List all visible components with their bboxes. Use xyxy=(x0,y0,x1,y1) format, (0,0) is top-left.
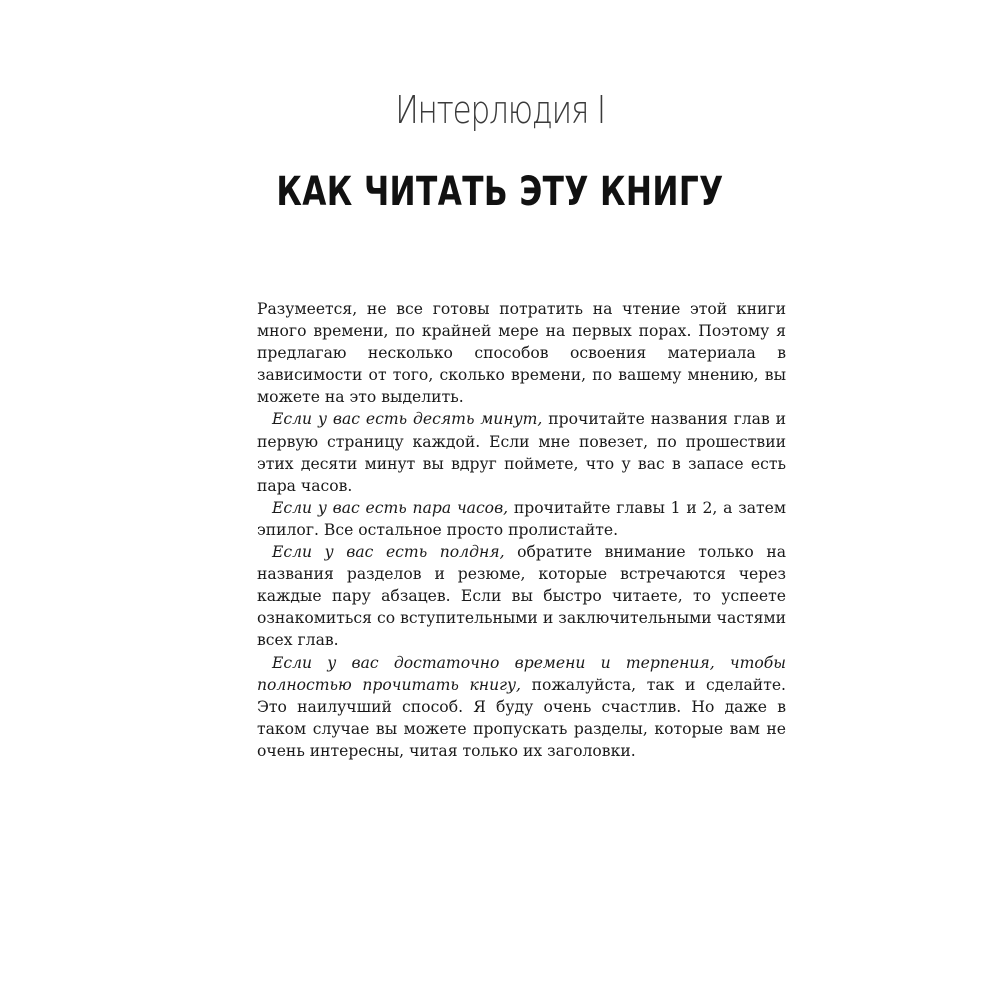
paragraph-half-day xyxy=(257,541,786,651)
paragraph-italic-lead: Если у вас достаточно времени и терпения, чтобы полностью прочитать книгу, xyxy=(257,653,786,694)
paragraph-full-time xyxy=(257,652,786,762)
paragraph-text: прочитайте главы 1 и 2, а затем эпилог. Все остальное просто пролистайте. xyxy=(257,498,786,539)
paragraph-text: обратите внимание только на названия разделов и резюме, которые встречаются через каждые пару абзацев. Если вы быстро читаете, то успеете ознакомиться со вступительными и заключительными частями всех глав. xyxy=(257,543,787,650)
paragraph-intro xyxy=(257,298,786,408)
paragraph-italic-lead: Если у вас есть полдня, xyxy=(272,543,505,562)
paragraph-text: Разумеется, не все готовы потратить на чтение этой книги много времени, по крайней мере на первых порах. Поэтому я предлагаю несколько способов освоения материала в зависимости от того, сколько времени, по вашему мнению, вы можете на это выделить. xyxy=(257,300,786,407)
paragraph-text: пожалуйста, так и сделайте. Это наилучший способ. Я буду очень счастлив. Но даже в таком случае вы можете пропускать разделы, которые вам не очень интересны, читая только их заголовки. xyxy=(257,675,787,760)
paragraph-italic-lead: Если у вас есть десять минут, xyxy=(272,410,543,429)
paragraph-ten-minutes xyxy=(257,408,786,496)
chapter-title: КАК ЧИТАТЬ ЭТУ КНИГУ xyxy=(276,169,724,215)
paragraph-italic-lead: Если у вас есть пара часов, xyxy=(272,498,509,517)
paragraph-two-hours xyxy=(257,497,786,541)
paragraph-text: прочитайте названия глав и первую страницу каждой. Если мне повезет, по прошествии этих десяти минут вы вдруг поймете, что у вас в запасе есть пара часов. xyxy=(257,410,787,495)
body-text xyxy=(257,298,786,762)
interlude-heading: Интерлюдия I xyxy=(395,88,605,132)
